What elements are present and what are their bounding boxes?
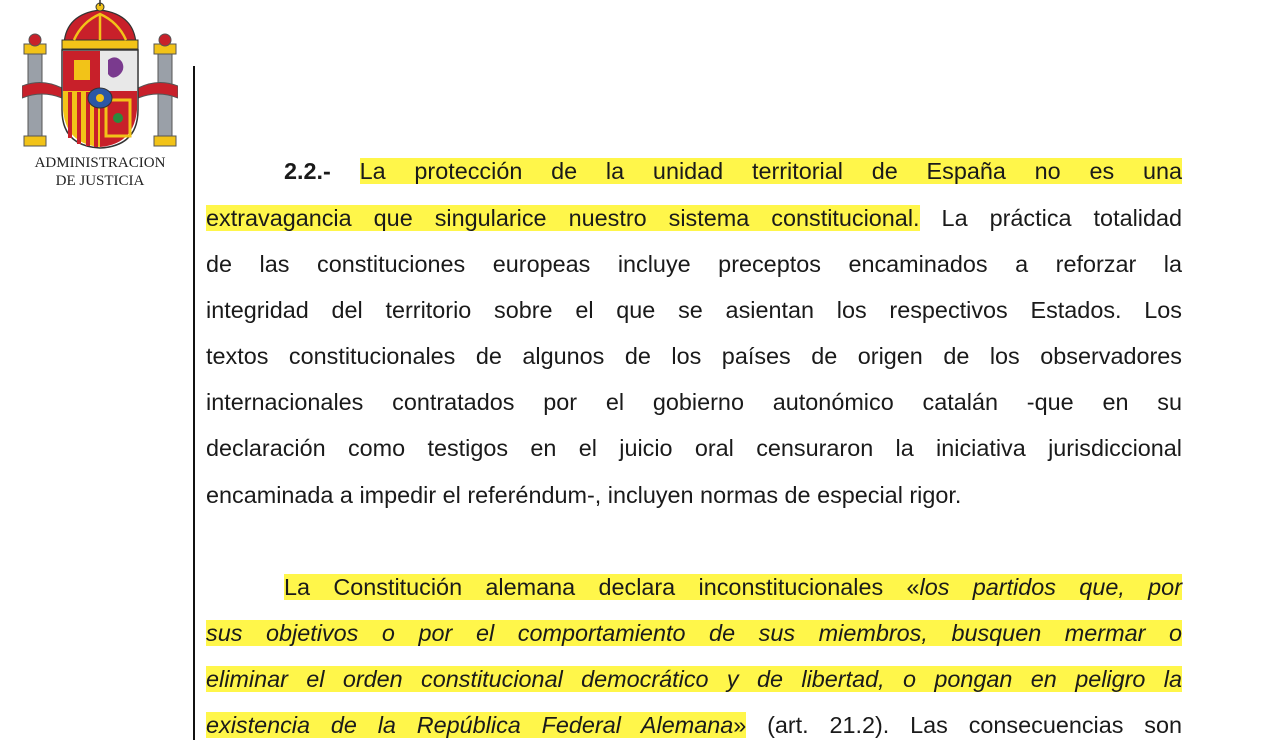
paragraph-1-line-1: [206, 157, 1182, 185]
shield-icon: [62, 50, 138, 148]
highlighted-text: extravagancia que singularice nuestro sistema constitucional.: [206, 205, 920, 231]
paragraph-1-line-2: [206, 204, 1182, 232]
closing-quote: »: [733, 712, 747, 738]
body-text: La práctica totalidad: [919, 205, 1182, 231]
issuer-label-line-2: DE JUSTICIA: [55, 173, 145, 189]
paragraph-2-line-4: [206, 711, 1182, 739]
paragraph-1-line-7: declaración como testigos en el juicio oral censuraron la iniciativa jurisdiccional: [206, 435, 1182, 461]
paragraph-2-line-1: [206, 573, 1182, 601]
paragraph-1-line-8: encaminada a impedir el referéndum-, incluyen normas de especial rigor.: [206, 482, 962, 508]
body-text: (art. 21.2). Las consecuencias son: [746, 712, 1182, 738]
coat-of-arms-seal: [22, 0, 178, 150]
quoted-text: existencia de la República Federal Alemana: [206, 712, 734, 738]
paragraph-1-line-5: textos constitucionales de algunos de los países de origen de los observadores: [206, 343, 1182, 369]
highlighted-text: La Constitución alemana declara inconstitucionales «: [284, 574, 920, 600]
paragraph-1-line-4: integridad del territorio sobre el que se asientan los respectivos Estados. Los: [206, 297, 1182, 323]
quoted-text: los partidos que, por: [919, 574, 1182, 600]
margin-rule: [193, 66, 195, 740]
paragraph-2-line-2: [206, 619, 1182, 647]
paragraph-1-line-3: de las constituciones europeas incluye preceptos encaminados a reforzar la: [206, 251, 1182, 277]
section-number: 2.2.-: [284, 158, 331, 184]
paragraph-1-line-6: internacionales contratados por el gobierno autonómico catalán -que en su: [206, 389, 1182, 415]
crown-icon: [62, 0, 138, 49]
left-pillar-icon: [28, 52, 42, 144]
quoted-text: eliminar el orden constitucional democrático y de libertad, o pongan en peligro la: [206, 666, 1182, 692]
right-pillar-icon: [158, 52, 172, 144]
quoted-text: sus objetivos o por el comportamiento de sus miembros, busquen mermar o: [206, 620, 1182, 646]
issuer-label: [0, 154, 200, 190]
issuer-label-line-1: ADMINISTRACION: [34, 155, 166, 171]
paragraph-2-line-3: [206, 665, 1182, 693]
highlighted-text: La protección de la unidad territorial de España no es una: [359, 158, 1183, 184]
